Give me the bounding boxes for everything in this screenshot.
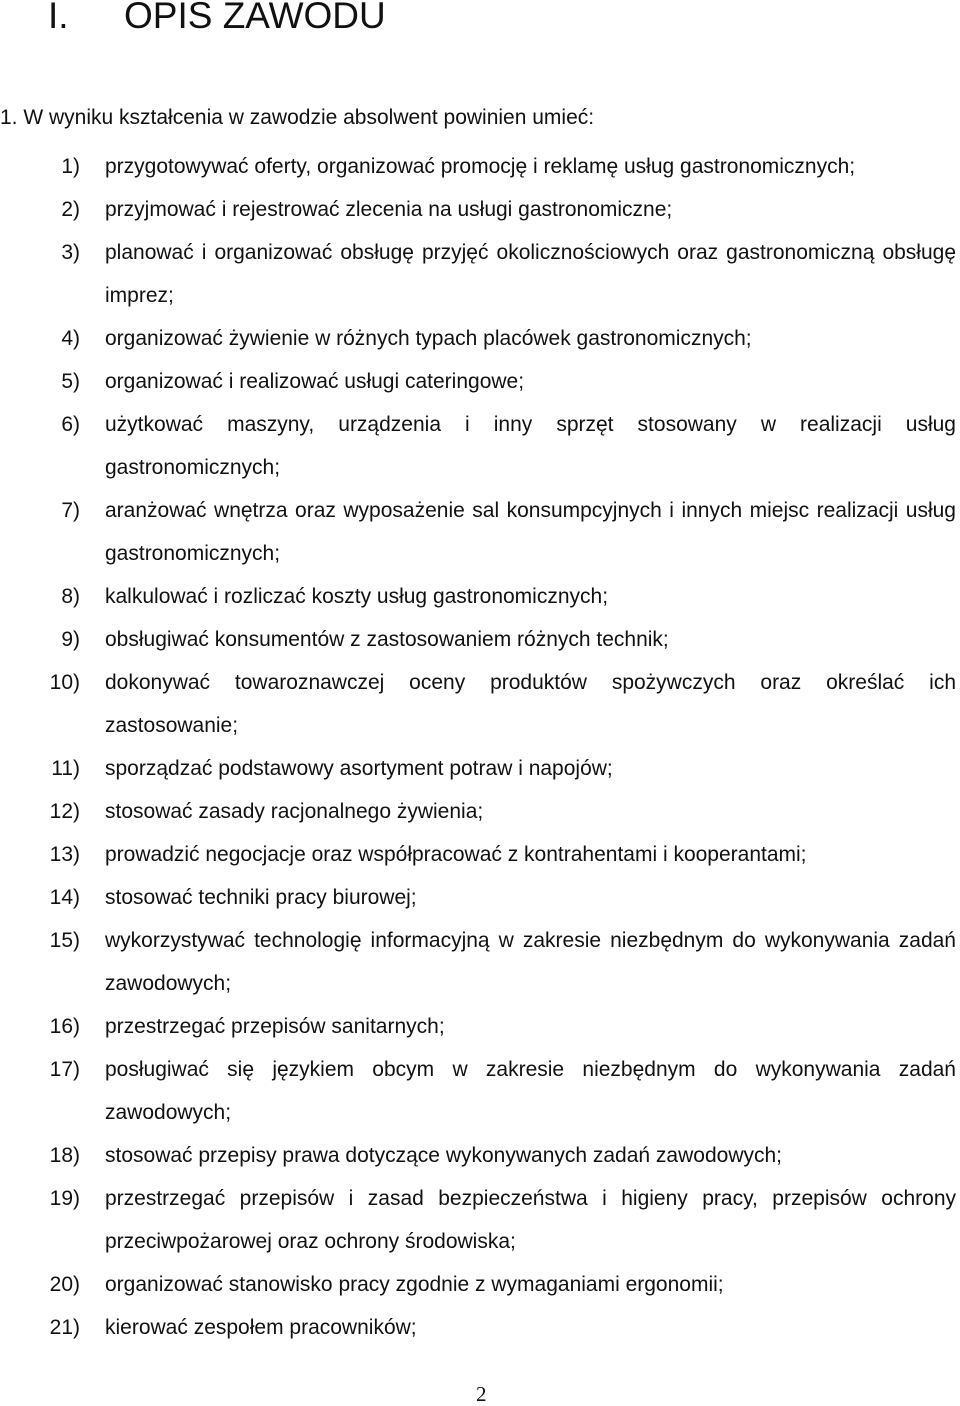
list-item bbox=[0, 876, 960, 919]
item-text: stosować przepisy prawa dotyczące wykonywanych zadań zawodowych; bbox=[105, 1144, 782, 1167]
page-number: 2 bbox=[476, 1382, 487, 1406]
item-text: aranżować wnętrza oraz wyposażenie sal konsumpcyjnych i innych miejsc realizacji usług gastronomicznych; bbox=[105, 499, 956, 565]
item-number: 15) bbox=[49, 929, 80, 952]
list-item bbox=[0, 661, 960, 747]
list-item bbox=[0, 188, 960, 231]
item-text: użytkować maszyny, urządzenia i inny sprzęt stosowany w realizacji usług gastronomicznych; bbox=[105, 413, 956, 479]
list-item bbox=[0, 575, 960, 618]
item-text: sporządzać podstawowy asortyment potraw i napojów; bbox=[105, 757, 613, 780]
item-text: przyjmować i rejestrować zlecenia na usługi gastronomiczne; bbox=[105, 198, 673, 221]
intro-paragraph: 1. W wyniku kształcenia w zawodzie absolwent powinien umieć: bbox=[0, 106, 595, 129]
list-item bbox=[0, 1177, 960, 1263]
item-text: stosować techniki pracy biurowej; bbox=[105, 886, 417, 909]
list-item bbox=[0, 1048, 960, 1134]
list-item bbox=[0, 403, 960, 489]
item-number: 13) bbox=[49, 843, 80, 866]
item-text: organizować stanowisko pracy zgodnie z wymaganiami ergonomii; bbox=[105, 1273, 724, 1296]
list-item bbox=[0, 489, 960, 575]
item-number: 19) bbox=[49, 1187, 80, 1210]
item-number: 12) bbox=[49, 800, 80, 823]
item-number: 14) bbox=[49, 886, 80, 909]
item-number: 7) bbox=[61, 499, 80, 522]
section-title: OPIS ZAWODU bbox=[124, 0, 386, 36]
item-text: planować i organizować obsługę przyjęć okolicznościowych oraz gastronomiczną obsługę imprez; bbox=[105, 241, 956, 307]
list-item bbox=[0, 747, 960, 790]
item-text: wykorzystywać technologię informacyjną w zakresie niezbędnym do wykonywania zadań zawodowych; bbox=[105, 929, 956, 995]
list-item bbox=[0, 317, 960, 360]
item-number: 18) bbox=[49, 1144, 80, 1167]
list-item bbox=[0, 1134, 960, 1177]
item-number: 10) bbox=[49, 671, 80, 694]
item-text: przygotowywać oferty, organizować promocję i reklamę usług gastronomicznych; bbox=[105, 155, 856, 178]
item-text: kalkulować i rozliczać koszty usług gastronomicznych; bbox=[105, 585, 609, 608]
item-text: kierować zespołem pracowników; bbox=[105, 1316, 417, 1339]
item-text: dokonywać towaroznawczej oceny produktów spożywczych oraz określać ich zastosowanie; bbox=[105, 671, 956, 737]
section-number: I. bbox=[48, 0, 69, 36]
item-text: przestrzegać przepisów sanitarnych; bbox=[105, 1015, 445, 1038]
item-number: 9) bbox=[61, 628, 80, 651]
item-number: 3) bbox=[61, 241, 80, 264]
item-number: 5) bbox=[61, 370, 80, 393]
item-text: przestrzegać przepisów i zasad bezpieczeństwa i higieny pracy, przepisów ochrony przeciwpożarowej oraz ochrony środowiska; bbox=[105, 1187, 956, 1253]
item-number: 4) bbox=[61, 327, 80, 350]
item-text: organizować i realizować usługi cateringowe; bbox=[105, 370, 525, 393]
item-number: 8) bbox=[61, 585, 80, 608]
item-number: 21) bbox=[49, 1316, 80, 1339]
list-item bbox=[0, 618, 960, 661]
item-number: 16) bbox=[49, 1015, 80, 1038]
item-number: 6) bbox=[61, 413, 80, 436]
item-text: stosować zasady racjonalnego żywienia; bbox=[105, 800, 484, 823]
item-text: posługiwać się językiem obcym w zakresie niezbędnym do wykonywania zadań zawodowych; bbox=[105, 1058, 956, 1124]
list-item bbox=[0, 790, 960, 833]
skills-list bbox=[0, 145, 960, 1349]
list-item bbox=[0, 145, 960, 188]
list-item bbox=[0, 231, 960, 317]
item-text: prowadzić negocjacje oraz współpracować z kontrahentami i kooperantami; bbox=[105, 843, 807, 866]
list-item bbox=[0, 833, 960, 876]
item-number: 1) bbox=[61, 155, 80, 178]
list-item bbox=[0, 360, 960, 403]
item-number: 17) bbox=[49, 1058, 80, 1081]
item-number: 11) bbox=[51, 757, 80, 780]
item-text: obsługiwać konsumentów z zastosowaniem różnych technik; bbox=[105, 628, 669, 651]
list-item bbox=[0, 1005, 960, 1048]
section-heading bbox=[48, 0, 386, 38]
item-text: organizować żywienie w różnych typach placówek gastronomicznych; bbox=[105, 327, 752, 350]
list-item bbox=[0, 919, 960, 1005]
item-number: 20) bbox=[49, 1273, 80, 1296]
list-item bbox=[0, 1306, 960, 1349]
list-item bbox=[0, 1263, 960, 1306]
item-number: 2) bbox=[61, 198, 80, 221]
